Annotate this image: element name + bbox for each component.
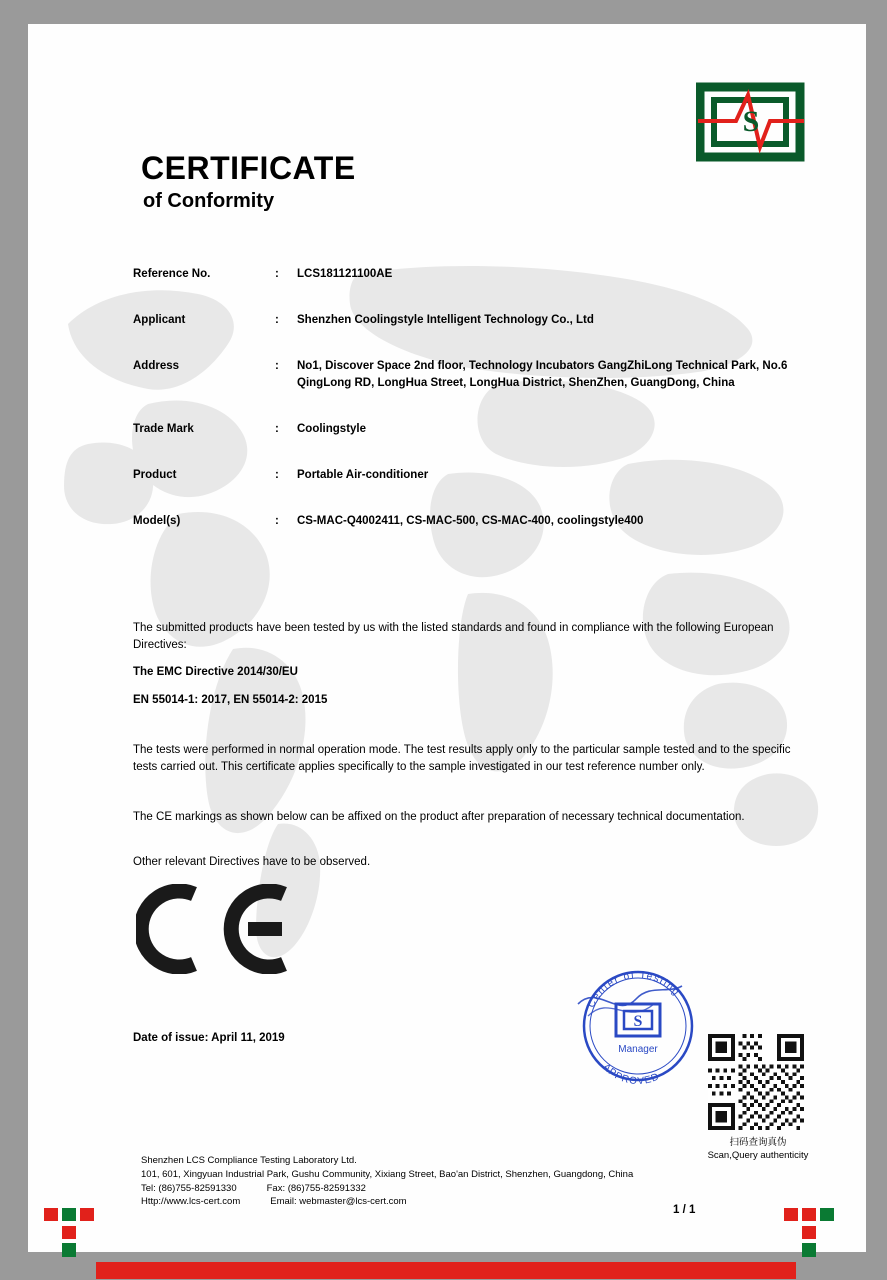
directive-paragraph: The EMC Directive 2014/30/EU: [133, 666, 298, 678]
footer-contact-line-2: [141, 1195, 661, 1209]
table-row: [133, 312, 813, 330]
field-colon: :: [275, 423, 279, 436]
page-title: CERTIFICATE: [141, 150, 356, 186]
bottom-right-red-mark-2: [802, 1208, 816, 1221]
table-row: [133, 266, 813, 284]
ce-mark-icon: [136, 884, 296, 974]
footer-contact-line-1: [141, 1182, 661, 1196]
field-label: Product: [133, 469, 177, 482]
footer-fax: Fax: (86)755-82591332: [266, 1182, 366, 1194]
footer-website[interactable]: Http://www.lcs-cert.com: [141, 1196, 241, 1208]
qr-caption: [688, 1136, 828, 1163]
bottom-left-red-mark-2: [80, 1208, 94, 1221]
table-row: [133, 421, 813, 439]
field-value: Coolingstyle: [297, 423, 367, 436]
page-subtitle: of Conformity: [143, 190, 275, 212]
qr-caption-en: Scan,Query authenticity: [707, 1150, 809, 1162]
field-colon: :: [275, 514, 279, 527]
table-row: [133, 513, 813, 531]
field-colon: :: [275, 469, 279, 482]
field-colon: :: [275, 359, 279, 372]
ce-marking-paragraph: The CE markings as shown below can be affixed on the product after preparation of necessary technical documentation.: [133, 811, 745, 823]
table-row: [133, 358, 813, 394]
approval-stamp: [558, 964, 718, 1094]
bottom-left-red-mark-3: [62, 1226, 76, 1239]
footer-company: Shenzhen LCS Compliance Testing Laboratory Ltd.: [141, 1155, 357, 1166]
field-label: Address: [133, 359, 180, 372]
field-value: Shenzhen Coolingstyle Intelligent Technology Co., Ltd: [297, 313, 594, 326]
bottom-right-green-mark-2: [802, 1243, 816, 1257]
page-number: 1 / 1: [673, 1204, 696, 1216]
bottom-left-red-mark-1: [44, 1208, 58, 1221]
other-directives-paragraph: Other relevant Directives have to be observed.: [133, 856, 371, 868]
lcs-logo-icon: [696, 81, 806, 163]
bottom-left-green-mark-2: [62, 1243, 76, 1257]
footer-address: 101, 601, Xingyuan Industrial Park, Gushu Community, Xixiang Street, Bao'an District, Shenzhen, Guangdong, China: [141, 1168, 634, 1180]
field-colon: :: [275, 268, 279, 280]
table-row: [133, 467, 813, 485]
tests-paragraph: The tests were performed in normal operation mode. The test results apply only to the particular sample tested and to the specific tests carried out. This certificate applies specifically to the sample investigated in our test reference number only.: [133, 744, 791, 773]
qr-caption-cn: 扫码查询真伪: [729, 1137, 787, 1148]
field-value: CS-MAC-Q4002411, CS-MAC-500, CS-MAC-400, coolingstyle400: [297, 514, 644, 527]
svg-text:S: S: [633, 1013, 643, 1030]
field-value: LCS181121100AE: [297, 268, 393, 280]
svg-text:S: S: [742, 105, 760, 138]
field-label: Trade Mark: [133, 423, 194, 436]
field-value: No1, Discover Space 2nd floor, Technology Incubators GangZhiLong Technical Park, No.6 QingLong RD, LongHua Street, LongHua District, ShenZhen, GuangDong, China: [297, 359, 788, 390]
qr-code[interactable]: [708, 1034, 804, 1130]
field-label: Reference No.: [133, 268, 211, 280]
bottom-right-green-mark-1: [820, 1208, 834, 1221]
date-of-issue: Date of issue: April 11, 2019: [133, 1032, 285, 1044]
svg-text:Center of Testing: Center of Testing: [586, 969, 683, 1010]
bottom-right-red-mark-3: [802, 1226, 816, 1239]
standards-paragraph: EN 55014-1: 2017, EN 55014-2: 2015: [133, 694, 328, 706]
standards-intro-paragraph: The submitted products have been tested by us with the listed standards and found in compliance with the following European Directives:: [133, 622, 774, 651]
svg-text:Manager: Manager: [618, 1044, 658, 1055]
bottom-left-green-mark-1: [62, 1208, 76, 1221]
bottom-red-bar: [96, 1262, 796, 1279]
field-value: Portable Air-conditioner: [297, 469, 429, 482]
svg-text:APPROVED: APPROVED: [600, 1061, 662, 1088]
field-label: Model(s): [133, 514, 181, 527]
bottom-right-red-mark-1: [784, 1208, 798, 1221]
footer-email[interactable]: Email: webmaster@lcs-cert.com: [270, 1196, 407, 1208]
field-colon: :: [275, 313, 279, 326]
footer: [141, 1154, 661, 1209]
field-label: Applicant: [133, 313, 186, 326]
fields-table: [133, 266, 813, 559]
certificate-sheet: [28, 24, 866, 1252]
footer-tel: Tel: (86)755-82591330: [141, 1182, 237, 1194]
